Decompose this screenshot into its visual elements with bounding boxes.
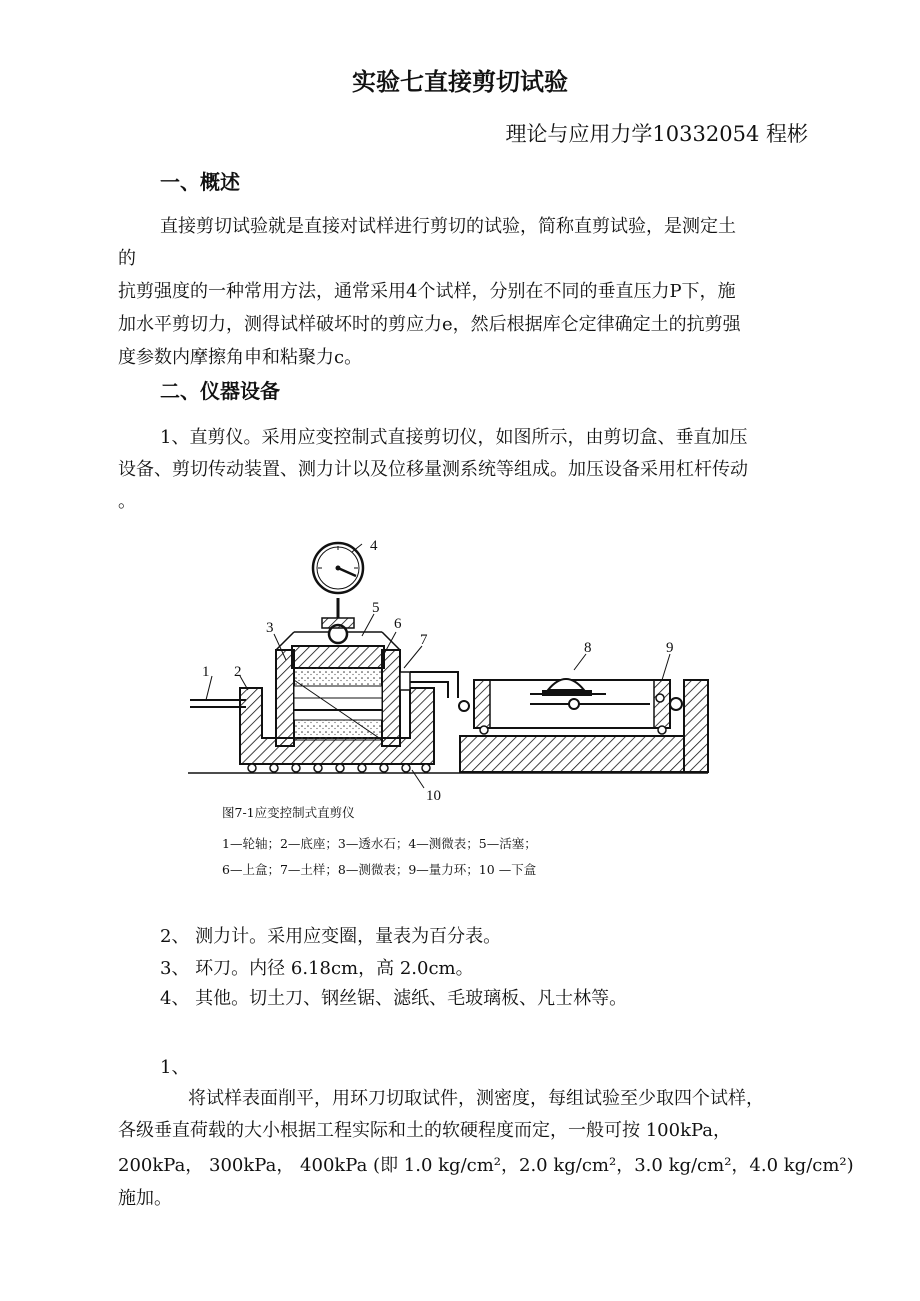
list-item: 3、 环刀。内径 6.18cm，高 2.0cm。 <box>160 958 474 979</box>
figure-legend-line: 6—上盒；7—土样；8—测微表；9—量力环；10 —下盒 <box>222 862 537 877</box>
label-10: 10 <box>426 788 441 804</box>
label-3: 3 <box>266 620 274 636</box>
section-heading-equipment: 二、仪器设备 <box>160 379 280 403</box>
paragraph-line: 加水平剪切力，测得试样破坏时的剪应力e，然后根据库仑定律确定土的抗剪强 <box>118 314 741 335</box>
paragraph-line: 抗剪强度的一种常用方法，通常采用4个试样，分别在不同的垂直压力P下，施 <box>118 281 736 302</box>
paragraph-line: 1、直剪仪。采用应变控制式直接剪切仪，如图所示，由剪切盒、垂直加压 <box>160 427 748 448</box>
paragraph-line: 200kPa， 300kPa， 400kPa (即 1.0 kg/cm²，2.0 kg/cm²，3.0 kg/cm²，4.0 kg/cm²) <box>118 1155 854 1176</box>
paragraph-line: 直接剪切试验就是直接对试样进行剪切的试验，简称直剪试验，是测定土 <box>160 216 736 237</box>
direct-shear-apparatus-diagram <box>0 520 920 810</box>
paragraph-line: 设备、剪切传动装置、测力计以及位移量测系统等组成。加压设备采用杠杆传动 <box>118 459 748 480</box>
label-6: 6 <box>394 616 402 632</box>
paragraph-line: 施加。 <box>118 1188 172 1209</box>
paragraph-line: 。 <box>118 491 136 512</box>
paragraph-line: 度参数内摩擦角申和粘聚力c。 <box>118 347 363 368</box>
list-item: 2、 测力计。采用应变圈，量表为百分表。 <box>160 926 502 947</box>
figure-legend-line: 1—轮轴；2—底座；3—透水石；4—测微表；5—活塞； <box>222 836 537 851</box>
base-rollers <box>248 764 430 772</box>
label-4: 4 <box>370 538 378 554</box>
list-item: 4、 其他。切土刀、钢丝锯、滤纸、毛玻璃板、凡士林等。 <box>160 988 628 1009</box>
document-title: 实验七直接剪切试验 <box>352 68 568 96</box>
author-line: 理论与应用力学10332054 程彬 <box>505 122 808 146</box>
paragraph-line: 的 <box>118 248 136 269</box>
label-5: 5 <box>372 600 380 616</box>
label-1: 1 <box>202 664 210 680</box>
label-7: 7 <box>420 632 428 648</box>
paragraph-line: 各级垂直荷载的大小根据工程实际和土的软硬程度而定，一般可按 100kPa， <box>118 1120 732 1141</box>
figure-caption: 图7-1应变控制式直剪仪 <box>222 805 355 820</box>
label-8: 8 <box>584 640 592 656</box>
paragraph-line: 将试样表面削平，用环刀切取试件，测密度，每组试验至少取四个试样， <box>188 1088 764 1109</box>
label-9: 9 <box>666 640 674 656</box>
label-2: 2 <box>234 664 242 680</box>
section-heading-overview: 一、概述 <box>160 170 240 194</box>
procedure-number: 1、 <box>160 1057 190 1078</box>
